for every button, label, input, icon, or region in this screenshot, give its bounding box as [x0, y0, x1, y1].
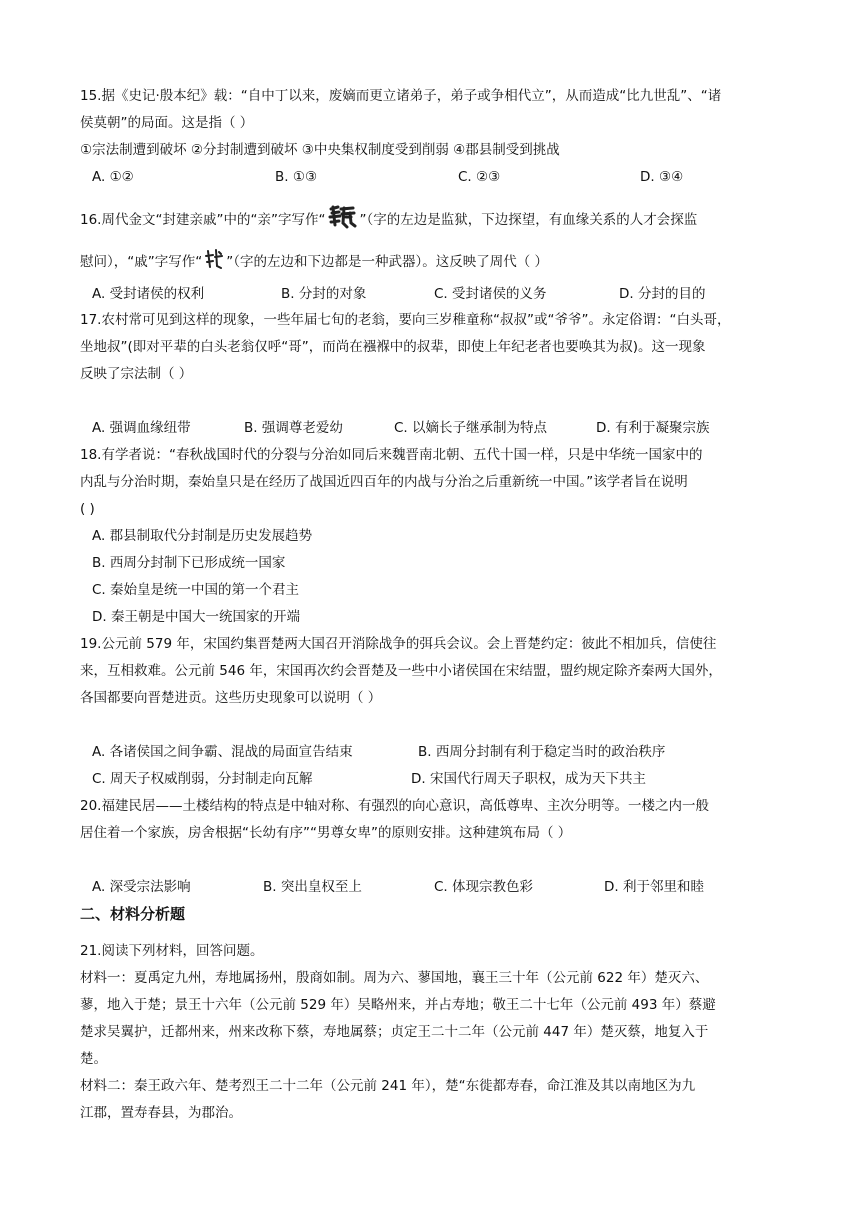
section-title: 二、材料分析题: [80, 905, 186, 923]
q16-stem-line2: [80, 248, 780, 276]
q21-material1-line1: 材料一：夏禹定九州，寿地属扬州，殷商如制。周为六、蓼国地，襄王三十年（公元前 622 年）楚灭六、: [80, 970, 709, 986]
qi-bronze-glyph-icon: [204, 248, 224, 276]
q18-option-a[interactable]: A. 郡县制取代分封制是历史发展趋势: [92, 528, 313, 544]
q18-stem-line1: 18.有学者说：“春秋战国时代的分裂与分治如同后来魏晋南北朝、五代十国一样，只是中华统一国家中的: [80, 447, 703, 463]
q21-material2-line1: 材料二：秦王政六年、楚考烈王二十二年（公元前 241 年），楚“东徙都寿春，命江淮及其以南地区为九: [80, 1078, 696, 1094]
q16-option-b[interactable]: B. 分封的对象: [281, 286, 367, 302]
q18-option-c[interactable]: C. 秦始皇是统一中国的第一个君主: [92, 582, 300, 598]
q18-option-d[interactable]: D. 秦王朝是中国大一统国家的开端: [92, 609, 300, 625]
q21-material2-line2: 江郡，置寿春县，为郡治。: [80, 1105, 242, 1121]
q17-option-d[interactable]: D. 有利于凝聚宗族: [596, 420, 710, 436]
q16-stem-line1-a: 16.周代金文“封建亲戚”中的“亲”字写作“: [80, 212, 326, 228]
q19-option-b[interactable]: B. 西周分封制有利于稳定当时的政治秩序: [418, 744, 666, 760]
q17-option-b[interactable]: B. 强调尊老爱幼: [244, 420, 343, 436]
q19-stem-line2: 来，互相救难。公元前 546 年，宋国再次约会晋楚及一些中小诸侯国在宋结盟，盟约规定除齐秦两大国外，: [80, 663, 722, 679]
q15-stem-line2: 侯莫朝”的局面。这是指（ ）: [80, 115, 254, 131]
qin-bronze-glyph-icon: [327, 203, 357, 237]
q16-option-d[interactable]: D. 分封的目的: [619, 286, 706, 302]
q16-stem-line2-a: 慰问），“戚”字写作“: [80, 254, 203, 270]
q15-statements: ①宗法制遭到破坏 ②分封制遭到破坏 ③中央集权制度受到削弱 ④郡县制受到挑战: [80, 142, 560, 158]
q21-material1-line3: 楚求吴翼护，迁都州来，州来改称下蔡，寿地属蔡；贞定王二十二年（公元前 447 年）楚灭蔡，地复入于: [80, 1024, 709, 1040]
q17-option-c[interactable]: C. 以嫡长子继承制为特点: [394, 420, 548, 436]
q21-material1-line4: 楚。: [80, 1051, 107, 1067]
q20-option-c[interactable]: C. 体现宗教色彩: [434, 879, 534, 895]
q16-stem-line2-b: ”（字的左边和下边都是一种武器）。这反映了周代（ ）: [226, 254, 549, 270]
q21-intro: 21.阅读下列材料，回答问题。: [80, 943, 264, 959]
q20-option-a[interactable]: A. 深受宗法影响: [92, 879, 191, 895]
q20-stem-line1: 20.福建民居——土楼结构的特点是中轴对称、有强烈的向心意识，高低尊卑、主次分明等。一楼之内一般: [80, 798, 709, 814]
q21-material1-line2: 蓼，地入于楚；景王十六年（公元前 529 年）吴略州来，并占寿地；敬王二十七年（公元前 493 年）蔡避: [80, 997, 716, 1013]
q19-option-c[interactable]: C. 周天子权威削弱，分封制走向瓦解: [92, 771, 313, 787]
q20-stem-line2: 居住着一个家族，房舍根据“长幼有序”“男尊女卑”的原则安排。这种建筑布局（ ）: [80, 825, 572, 841]
q19-option-a[interactable]: A. 各诸侯国之间争霸、混战的局面宣告结束: [92, 744, 353, 760]
q16-stem-line1: [80, 203, 780, 237]
q19-stem-line1: 19.公元前 579 年，宋国约集晋楚两大国召开消除战争的弭兵会议。会上晋楚约定：彼此不相加兵，信使往: [80, 636, 717, 652]
q17-stem-line2: 坐地叔”(即对平辈的白头老翁仅呼“哥”，而尚在襁褓中的叔辈，即使上年纪老者也要唤其为叔)。这一现象: [80, 339, 706, 355]
q15-option-c[interactable]: C. ②③: [458, 169, 501, 185]
q18-stem-line2: 内乱与分治时期，秦始皇只是在经历了战国近四百年的内战与分治之后重新统一中国。”该学者旨在说明: [80, 474, 688, 490]
q19-stem-line3: 各国都要向晋楚进贡。这些历史现象可以说明（ ）: [80, 690, 382, 706]
q18-option-b[interactable]: B. 西周分封制下已形成统一国家: [92, 555, 286, 571]
q17-option-a[interactable]: A. 强调血缘纽带: [92, 420, 191, 436]
q17-stem-line1: 17.农村常可见到这样的现象，一些年届七旬的老翁，要向三岁稚童称“叔叔”或“爷爷”。永定俗谓：“白头哥，: [80, 312, 731, 328]
q15-option-a[interactable]: A. ①②: [92, 169, 134, 185]
q15-option-d[interactable]: D. ③④: [640, 169, 684, 185]
q19-option-d[interactable]: D. 宋国代行周天子职权，成为天下共主: [411, 771, 646, 787]
q16-option-a[interactable]: A. 受封诸侯的权利: [92, 286, 205, 302]
q15-option-b[interactable]: B. ①③: [275, 169, 318, 185]
q20-option-b[interactable]: B. 突出皇权至上: [263, 879, 362, 895]
q18-stem-line3: ( ): [80, 501, 95, 517]
q20-option-d[interactable]: D. 利于邻里和睦: [604, 879, 704, 895]
q15-stem-line1: 15.据《史记·殷本纪》载：“自中丁以来，废嫡而更立诸弟子，弟子或争相代立”，从而造成“比九世乱”、“诸: [80, 88, 722, 104]
q17-stem-line3: 反映了宗法制（ ）: [80, 366, 193, 382]
q16-option-c[interactable]: C. 受封诸侯的义务: [434, 286, 547, 302]
q16-stem-line1-b: ”（字的左边是监狱，下边探望，有血缘关系的人才会探监: [359, 212, 698, 228]
